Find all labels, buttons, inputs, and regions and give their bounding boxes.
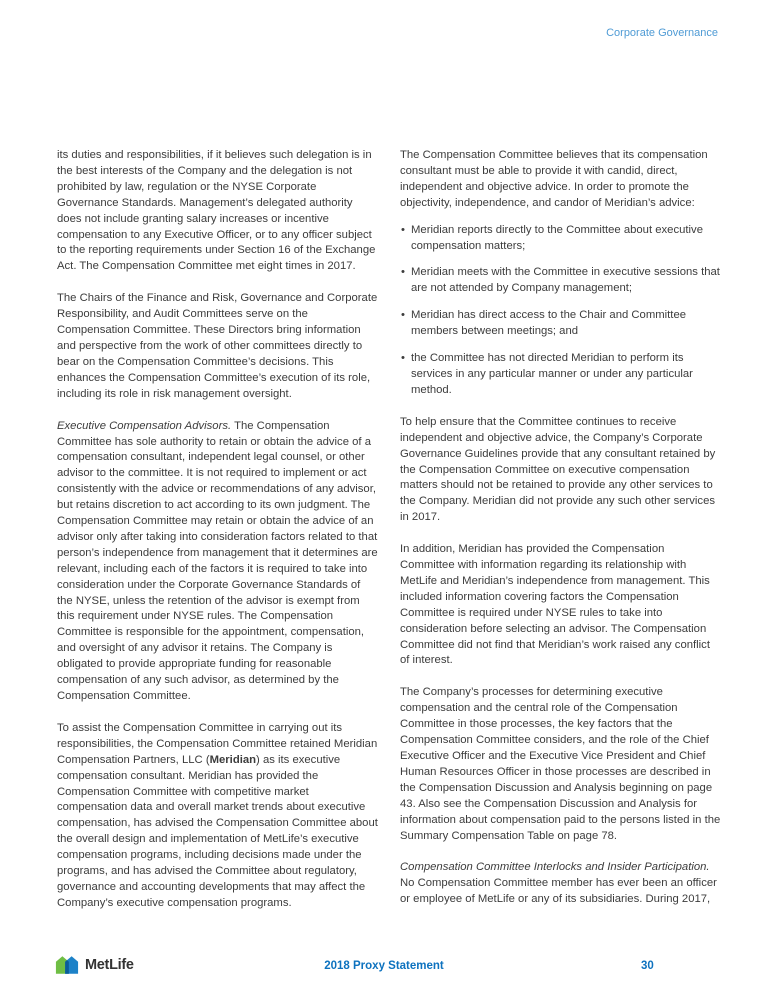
- paragraph: [57, 721, 378, 912]
- two-column-body: [57, 148, 721, 928]
- defined-term: Meridian: [209, 753, 257, 766]
- paragraph-text: ) as its executive compensation consultant. Meridian has provided the Compensation Committee with competitive market compensation data and overall market trends about executive compensation, has advised the Compensation Committee about the overall design and implementation of MetLife’s executive compensation programs, including decisions made under the programs, and has advised the Committee about regulatory, governance and accounting developments that may affect the Company’s executive compensation programs.: [57, 753, 378, 909]
- paragraph: [400, 860, 721, 908]
- right-column: [400, 148, 721, 928]
- paragraph-text: The Compensation Committee has sole authority to retain or obtain the advice of a compensation consultant, independent legal counsel, or other advisor to the committee. It is not required to implement or act consistently with the advice or recommendations of any advisor, but retains discretion to act according to its own judgment. The Compensation Committee may retain or obtain the advice of an advisor only after taking into consideration factors related to that person’s independence from management that it determines are relevant, including each of the factors it is required to take into consideration under the Corporate Governance Standards of the NYSE, unless the retention of the advisor is exempt from this requirement under NYSE rules. The Compensation Committee is responsible for the appointment, compensation, and oversight of any advisor it retains. The Company is obligated to provide appropriate funding for reasonable compensation of any such advisor, as determined by the Compensation Committee.: [57, 419, 378, 702]
- paragraph: The Compensation Committee believes that its compensation consultant must be able to provide it with candid, direct, independent and objective advice. In order to promote the objectivity, independence, and candor of Meridian’s advice:: [400, 149, 708, 209]
- paragraph: To help ensure that the Committee continues to receive independent and objective advice, the Company’s Corporate Governance Guidelines provide that any consultant retained by the Compensation Committee on executive compensation matters should not be retained to provide any other services to the Company. Meridian did not provide any such other services in 2017.: [400, 415, 716, 524]
- left-column: [57, 148, 378, 928]
- italic-run-in-heading: Compensation Committee Interlocks and Insider Participation.: [400, 861, 710, 874]
- paragraph: its duties and responsibilities, if it believes such delegation is in the best interests of the Company and the delegation is not prohibited by law, regulation or the NYSE Corporate Governance Standards. Management’s delegated authority does not include granting salary increases or incentive compensation to any Executive Officer, or to any officer subject to the reporting requirements under Section 16 of the Exchange Act. The Compensation Committee met eight times in 2017.: [57, 149, 376, 273]
- page-number: 30: [641, 960, 654, 972]
- paragraph: The Chairs of the Finance and Risk, Governance and Corporate Responsibility, and Audit Committees serve on the Compensation Committee. These Directors bring information and perspective from the work of other committees directly to bear on the Compensation Committee’s decisions. This enhances the Compensation Committee’s execution of its role, including its role in risk management oversight.: [57, 292, 378, 400]
- bullet-item: • the Committee has not directed Meridian to perform its services in any particular manner or under any particular method.: [400, 351, 721, 399]
- footer-document-title: 2018 Proxy Statement: [324, 960, 444, 972]
- paragraph: [57, 419, 378, 705]
- bullet-item: • Meridian has direct access to the Chair and Committee members between meetings; and: [400, 308, 721, 340]
- bullet-item: • Meridian meets with the Committee in executive sessions that are not attended by Company management;: [400, 265, 721, 297]
- bullet-item: • Meridian reports directly to the Committee about executive compensation matters;: [400, 223, 721, 255]
- page-footer: [0, 950, 768, 988]
- paragraph: The Company’s processes for determining executive compensation and the central role of the Compensation Committee in those processes, the key factors that the Compensation Committee considers, and the role of the Chief Executive Officer and the Executive Vice President and Chief Human Resources Officer in those processes are described in the Compensation Discussion and Analysis beginning on page 43. Also see the Compensation Discussion and Analysis for information about compensation paid to the persons listed in the Summary Compensation Table on page 78.: [400, 686, 721, 842]
- bullet-list: [400, 223, 721, 399]
- italic-run-in-heading: Executive Compensation Advisors.: [57, 419, 232, 432]
- paragraph: In addition, Meridian has provided the Compensation Committee with information regarding its relationship with MetLife and Meridian’s independence from management. This included information covering factors the Compensation Committee is required under NYSE rules to take into consideration before selecting an advisor. The Compensation Committee did not find that Meridian’s work raised any conflict of interest.: [400, 543, 710, 667]
- metlife-wordmark: MetLife: [85, 956, 134, 973]
- paragraph-text: To assist the Compensation Committee in carrying out its responsibilities, the Compensation Committee retained Meridian Compensation Partners, LLC (: [57, 721, 378, 766]
- running-header: Corporate Governance: [606, 27, 718, 39]
- paragraph-text: No Compensation Committee member has ever been an officer or employee of MetLife or any of its subsidiaries. During 2017,: [400, 877, 717, 906]
